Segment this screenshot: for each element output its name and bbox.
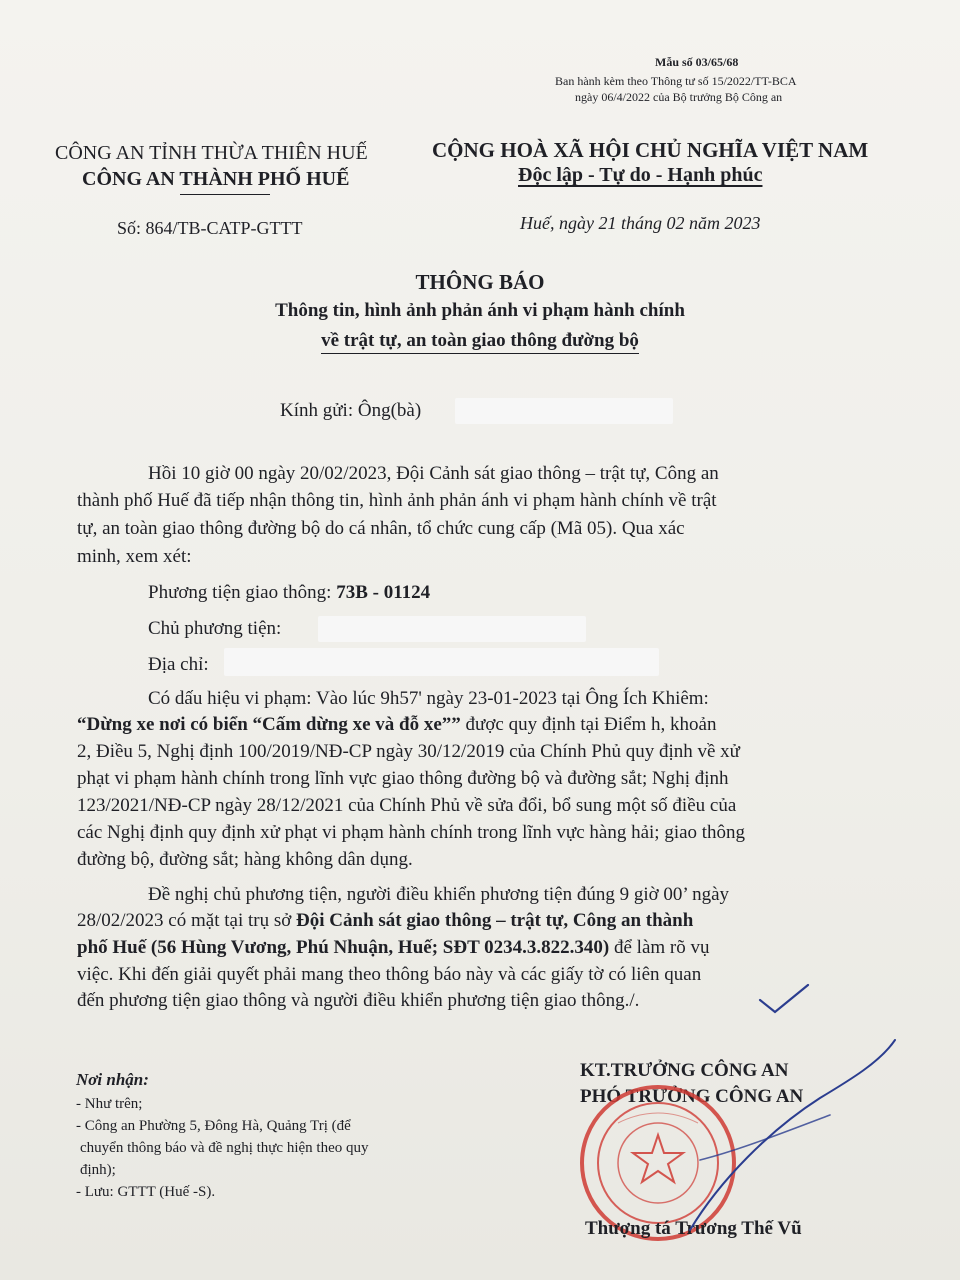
recipient-item: - Công an Phường 5, Đông Hà, Quảng Trị (để (76, 1118, 351, 1134)
signer-name: Thượng tá Trương Thế Vũ (585, 1218, 802, 1239)
violation-line: đường bộ, đường sắt; hàng không dân dụng. (77, 849, 413, 870)
recipient-item: định); (80, 1162, 116, 1178)
violation-line: Có dấu hiệu vi phạm: Vào lúc 9h57' ngày 23-01-2023 tại Ông Ích Khiêm: (148, 688, 709, 709)
intro-line: Hồi 10 giờ 00 ngày 20/02/2023, Đội Cảnh sát giao thông – trật tự, Công an (148, 463, 719, 484)
request-line (77, 937, 710, 959)
document-subtitle-2 (0, 330, 960, 352)
request-purpose: để làm rõ vụ (609, 937, 710, 958)
intro-line: minh, xem xét: (77, 546, 192, 567)
request-line: Đề nghị chủ phương tiện, người điều khiển phương tiện đúng 9 giờ 00’ ngày (148, 884, 730, 905)
recipient-item: chuyển thông báo và đề nghị thực hiện theo quy (80, 1140, 369, 1156)
redacted-owner (318, 616, 586, 642)
agency-parent: CÔNG AN TỈNH THỪA THIÊN HUẾ (55, 142, 368, 164)
greeting: Kính gửi: Ông(bà) (280, 400, 422, 421)
vehicle-label: Phương tiện giao thông: (148, 582, 337, 603)
agency-underline (180, 194, 270, 195)
form-number: Mẫu số 03/65/68 (655, 55, 739, 69)
request-line: đến phương tiện giao thông và người điều khiển phương tiện giao thông./. (77, 990, 640, 1011)
document-title: THÔNG BÁO (415, 270, 545, 294)
signature-title-2: PHÓ TRƯỞNG CÔNG AN (580, 1086, 804, 1107)
intro-line: tự, an toàn giao thông đường bộ do cá nhân, tổ chức cung cấp (Mã 05). Qua xác (77, 518, 685, 539)
recipient-item: - Lưu: GTTT (Huế -S). (76, 1184, 216, 1200)
owner-label: Chủ phương tiện: (148, 618, 282, 639)
subtitle-2-text: về trật tự, an toàn giao thông đường bộ (321, 330, 639, 354)
violation-line: các Nghị định quy định xử phạt vi phạm hành chính trong lĩnh vực hàng hải; giao thông (77, 822, 746, 843)
request-line (77, 910, 693, 932)
request-address: phố Huế (56 Hùng Vương, Phú Nhuận, Huế; SĐT 0234.3.822.340) (77, 937, 610, 958)
intro-line: thành phố Huế đã tiếp nhận thông tin, hình ảnh phản ánh vi phạm hành chính về trật (77, 490, 717, 511)
recipients-heading: Nơi nhận: (76, 1070, 149, 1089)
request-date: 28/02/2023 có mặt tại trụ sở (77, 910, 297, 931)
request-line: việc. Khi đến giải quyết phải mang theo thông báo này và các giấy tờ có liên quan (77, 964, 702, 985)
agency-name: CÔNG AN THÀNH PHỐ HUẾ (82, 168, 350, 190)
vehicle-plate: 73B - 01124 (336, 582, 431, 603)
document-number: Số: 864/TB-CATP-GTTT (117, 218, 303, 238)
vehicle-line (148, 582, 430, 604)
form-issued-with: Ban hành kèm theo Thông tư số 15/2022/TT-BCA (555, 74, 797, 88)
checkmark-icon (760, 985, 808, 1012)
redacted-address (224, 648, 659, 676)
violation-line (77, 714, 717, 736)
signature-title-1: KT.TRƯỞNG CÔNG AN (580, 1060, 789, 1081)
violation-line: 123/2021/NĐ-CP ngày 28/12/2021 của Chính Phủ về sửa đổi, bổ sung một số điều của (77, 795, 737, 816)
recipient-item: - Như trên; (76, 1096, 143, 1112)
violation-regulation: được quy định tại Điểm h, khoản (460, 714, 717, 735)
nation-name: CỘNG HOÀ XÃ HỘI CHỦ NGHĨA VIỆT NAM (432, 138, 869, 162)
violation-name: “Dừng xe nơi có biển “Cấm dừng xe và đỗ xe”” (77, 714, 461, 735)
request-office: Đội Cảnh sát giao thông – trật tự, Công an thành (296, 910, 694, 931)
violation-line: 2, Điều 5, Nghị định 100/2019/NĐ-CP ngày 30/12/2019 của Chính Phủ quy định về xử (77, 741, 740, 762)
violation-line: phạt vi phạm hành chính trong lĩnh vực giao thông đường bộ và đường sắt; Nghị định (77, 768, 729, 789)
form-issued-date: ngày 06/4/2022 của Bộ trưởng Bộ Công an (575, 90, 783, 104)
redacted-name (455, 398, 673, 424)
document-subtitle-1: Thông tin, hình ảnh phản ánh vi phạm hành chính (275, 300, 685, 321)
address-label: Địa chỉ: (148, 654, 209, 675)
place-and-date: Huế, ngày 21 tháng 02 năm 2023 (520, 213, 761, 233)
national-motto: Độc lập - Tự do - Hạnh phúc (518, 164, 763, 186)
